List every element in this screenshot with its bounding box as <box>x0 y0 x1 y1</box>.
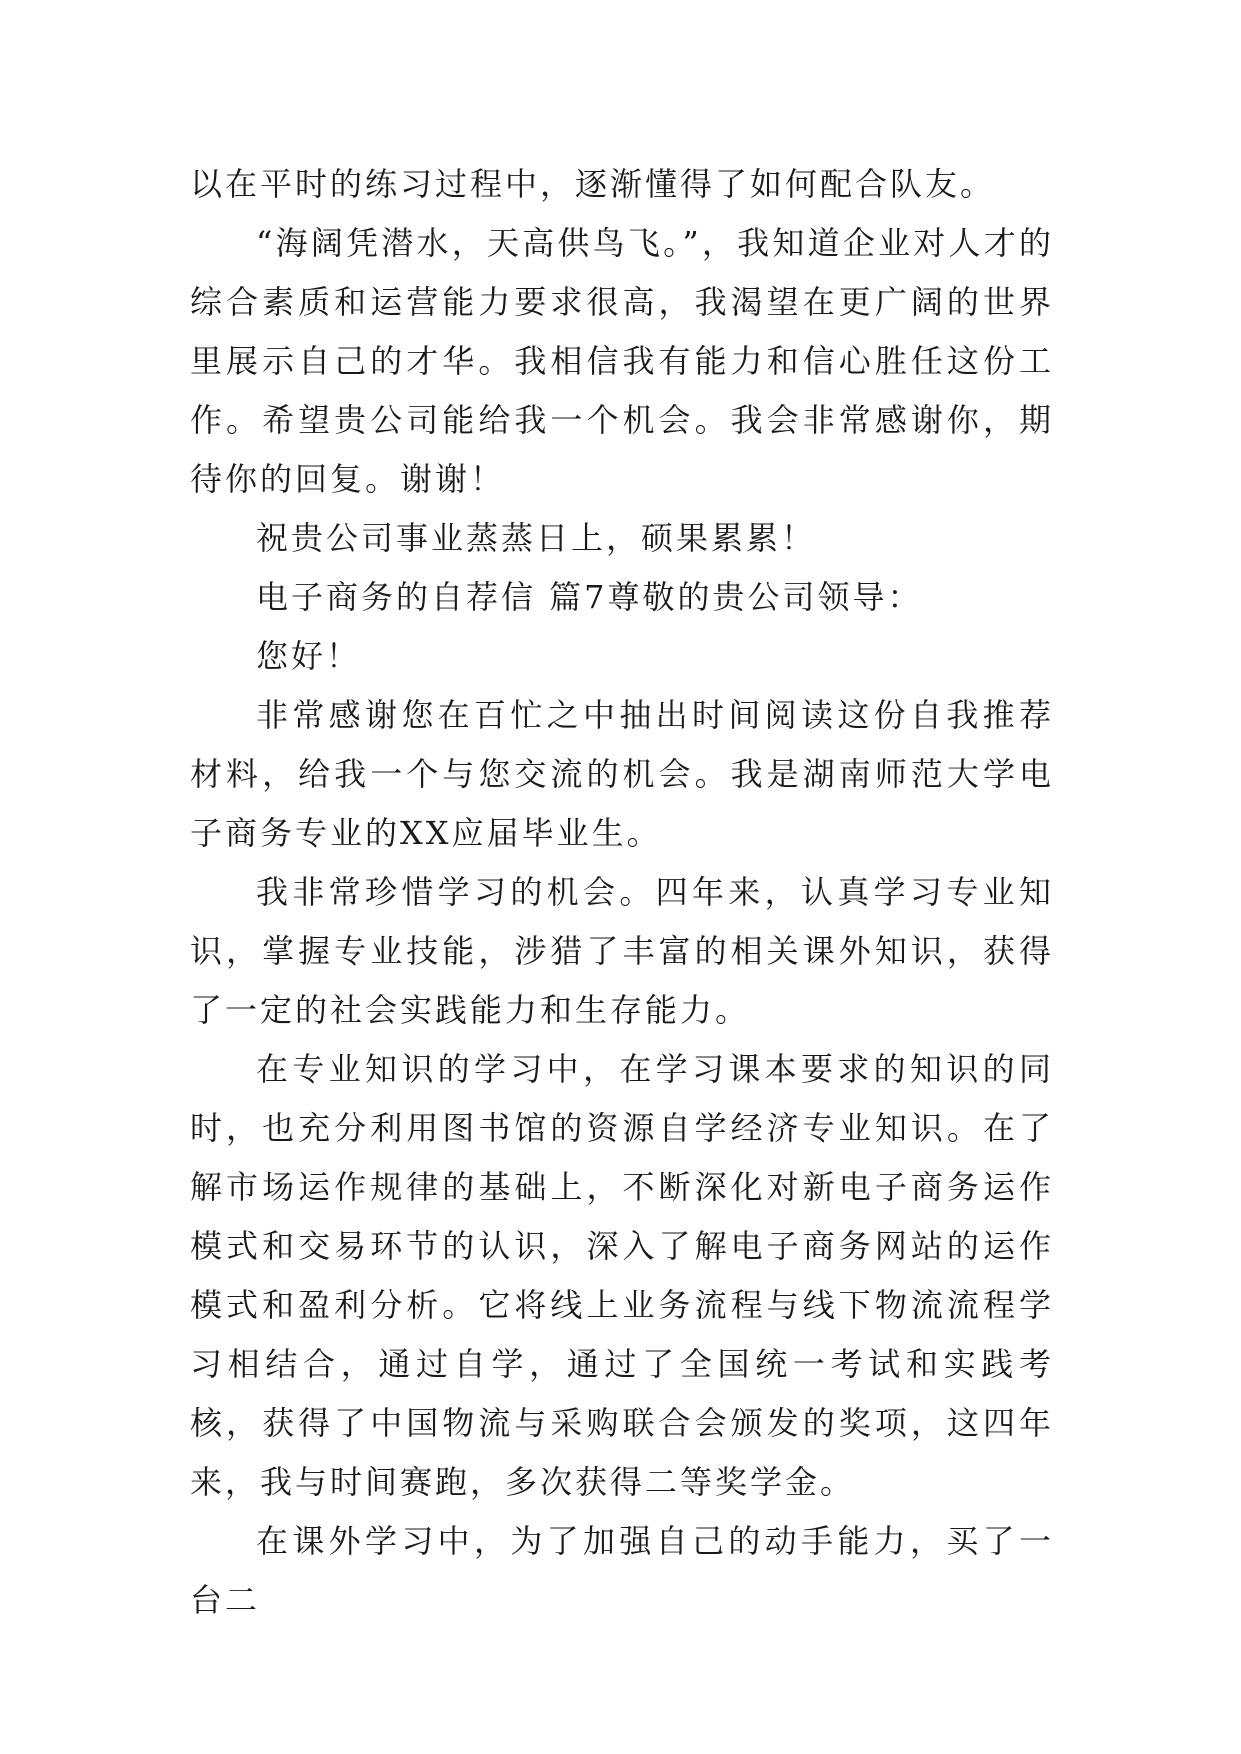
paragraph: 在专业知识的学习中，在学习课本要求的知识的同时，也充分利用图书馆的资源自学经济专业知识。在了解市场运作规律的基础上，不断深化对新电子商务运作模式和交易环节的认识，深入了解电子商务网站的运作模式和盈利分析。它将线上业务流程与线下物流流程学习相结合，通过自学，通过了全国统一考试和实践考核，获得了中国物流与采购联合会颁发的奖项，这四年来，我与时间赛跑，多次获得二等奖学金。 <box>190 1050 1054 1501</box>
paragraph: “海阔凭潜水，天高供鸟飞。”，我知道企业对人才的综合素质和运营能力要求很高，我渴望在更广阔的世界里展示自己的才华。我相信我有能力和信心胜任这份工作。希望贵公司能给我一个机会。我会非常感谢你，期待你的回复。谢谢！ <box>190 224 1054 498</box>
paragraph: 我非常珍惜学习的机会。四年来，认真学习专业知识，掌握专业技能，涉猎了丰富的相关课外知识，获得了一定的社会实践能力和生存能力。 <box>190 873 1054 1029</box>
paragraph: 电子商务的自荐信 篇7尊敬的贵公司领导： <box>256 578 923 616</box>
document-body <box>190 155 1054 1630</box>
paragraph: 在课外学习中，为了加强自己的动手能力，买了一台二 <box>190 1522 1054 1619</box>
paragraph: 祝贵公司事业蒸蒸日上，硕果累累！ <box>256 519 817 557</box>
paragraph: 您好！ <box>256 637 362 675</box>
paragraph: 以在平时的练习过程中，逐渐懂得了如何配合队友。 <box>190 165 996 203</box>
paragraph: 非常感谢您在百忙之中抽出时间阅读这份自我推荐材料，给我一个与您交流的机会。我是湖南师范大学电子商务专业的XX应届毕业生。 <box>190 696 1054 852</box>
